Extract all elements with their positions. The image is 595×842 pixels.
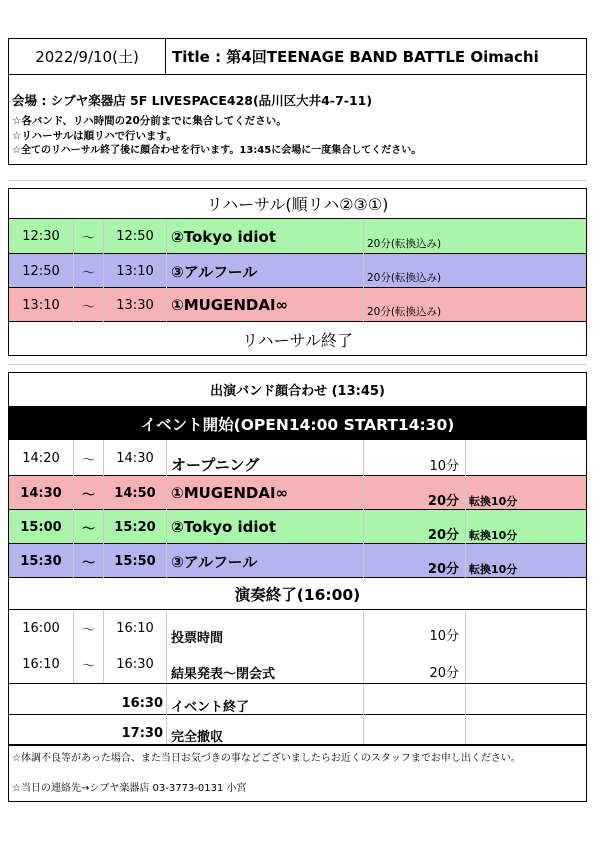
closing-time: 17:30 bbox=[121, 725, 163, 741]
closing-blank bbox=[465, 684, 586, 715]
rehearsal-tilde: 〜 bbox=[73, 288, 103, 322]
program-duration: 20分 bbox=[363, 510, 465, 544]
note-1: ☆各バンド、リハ時間の20分前までに集合してください。 bbox=[12, 115, 287, 127]
footer-note-1: ☆体調不良等があった場合、また当日お気づきの事などございましたらお近くのスタッフまでお申し出ください。 bbox=[12, 753, 521, 764]
rehearsal-end: 12:50 bbox=[103, 219, 166, 254]
program-name: オープニング bbox=[166, 440, 363, 476]
closing-time: 16:30 bbox=[121, 696, 163, 711]
program-name: ③アルフール bbox=[166, 544, 363, 578]
rehearsal-end: 13:10 bbox=[103, 254, 166, 288]
spacer-line bbox=[8, 364, 587, 365]
after-blank bbox=[465, 645, 586, 683]
after-duration: 20分 bbox=[363, 645, 465, 683]
program-name: ②Tokyo idiot bbox=[166, 510, 363, 544]
program-end: 14:30 bbox=[103, 440, 166, 476]
rehearsal-note: 20分(転換込み) bbox=[363, 219, 586, 254]
after-tilde: 〜 bbox=[73, 645, 103, 683]
spacer-line bbox=[8, 180, 587, 181]
rehearsal-heading: リハーサル(順リハ②③①) bbox=[9, 189, 586, 219]
program-tilde: 〜 bbox=[73, 544, 103, 578]
rehearsal-start: 12:30 bbox=[22, 229, 60, 244]
venue: 会場 : シブヤ楽器店 5F LIVESPACE428(品川区大井4-7-11) bbox=[12, 93, 373, 108]
program-duration: 20分 bbox=[363, 476, 465, 510]
event-title: Title : 第4回TEENAGE BAND BATTLE Oimachi bbox=[166, 39, 586, 75]
program-change: 転換10分 bbox=[465, 510, 586, 544]
program-tilde: 〜 bbox=[73, 440, 103, 476]
rehearsal-end: 13:30 bbox=[103, 288, 166, 322]
after-end: 16:30 bbox=[103, 645, 166, 683]
program-start: 14:20 bbox=[22, 450, 60, 466]
after-name: 投票時間 bbox=[166, 611, 363, 645]
rehearsal-note: 20分(転換込み) bbox=[363, 288, 586, 322]
rehearsal-start: 13:10 bbox=[22, 297, 60, 313]
program-tilde: 〜 bbox=[73, 476, 103, 510]
event-date: 2022/9/10(土) bbox=[9, 39, 166, 75]
program-start: 14:30 bbox=[20, 485, 62, 501]
program-start: 15:30 bbox=[20, 553, 62, 569]
rehearsal-band: ②Tokyo idiot bbox=[166, 219, 363, 254]
after-start: 16:10 bbox=[22, 656, 60, 672]
program-change: 転換10分 bbox=[465, 544, 586, 578]
after-duration: 10分 bbox=[363, 611, 465, 645]
closing-blank bbox=[363, 684, 465, 715]
rehearsal-tilde: 〜 bbox=[73, 254, 103, 288]
note-2: ☆リハーサルは順リハで行います。 bbox=[12, 130, 177, 142]
performance-end: 演奏終了(16:00) bbox=[9, 578, 586, 610]
closing-name: 完全撤収 bbox=[166, 716, 363, 744]
after-tilde: 〜 bbox=[73, 611, 103, 645]
meeting-row: 出演バンド顔合わせ (13:45) bbox=[9, 373, 586, 407]
program-change bbox=[465, 440, 586, 476]
closing-blank bbox=[465, 716, 586, 744]
rehearsal-start: 12:50 bbox=[22, 263, 60, 279]
closing-blank bbox=[363, 716, 465, 744]
rehearsal-band: ①MUGENDAI∞ bbox=[166, 288, 363, 322]
footer-contact: ☆当日の連絡先→シブヤ楽器店 03-3773-0131 小宮 bbox=[12, 783, 247, 794]
after-end: 16:10 bbox=[103, 611, 166, 645]
program-tilde: 〜 bbox=[73, 510, 103, 544]
after-blank bbox=[465, 611, 586, 645]
program-change: 転換10分 bbox=[465, 476, 586, 510]
after-start: 16:00 bbox=[22, 620, 60, 636]
program-start: 15:00 bbox=[20, 519, 62, 535]
program-end: 15:20 bbox=[103, 510, 166, 544]
rehearsal-note: 20分(転換込み) bbox=[363, 254, 586, 288]
closing-name: イベント終了 bbox=[166, 684, 363, 715]
program-duration: 10分 bbox=[363, 440, 465, 476]
program-duration: 20分 bbox=[363, 544, 465, 578]
rehearsal-band: ③アルフール bbox=[166, 254, 363, 288]
program-name: ①MUGENDAI∞ bbox=[166, 476, 363, 510]
after-name: 結果発表〜閉会式 bbox=[166, 645, 363, 683]
event-start-banner: イベント開始(OPEN14:00 START14:30) bbox=[9, 407, 586, 440]
note-3: ☆全てのリハーサル終了後に顔合わせを行います。13:45に会場に一度集合してください。 bbox=[12, 145, 422, 156]
program-end: 15:50 bbox=[103, 544, 166, 578]
rehearsal-tilde: 〜 bbox=[73, 219, 103, 254]
program-end: 14:50 bbox=[103, 476, 166, 510]
rehearsal-end-label: リハーサル終了 bbox=[242, 330, 353, 350]
